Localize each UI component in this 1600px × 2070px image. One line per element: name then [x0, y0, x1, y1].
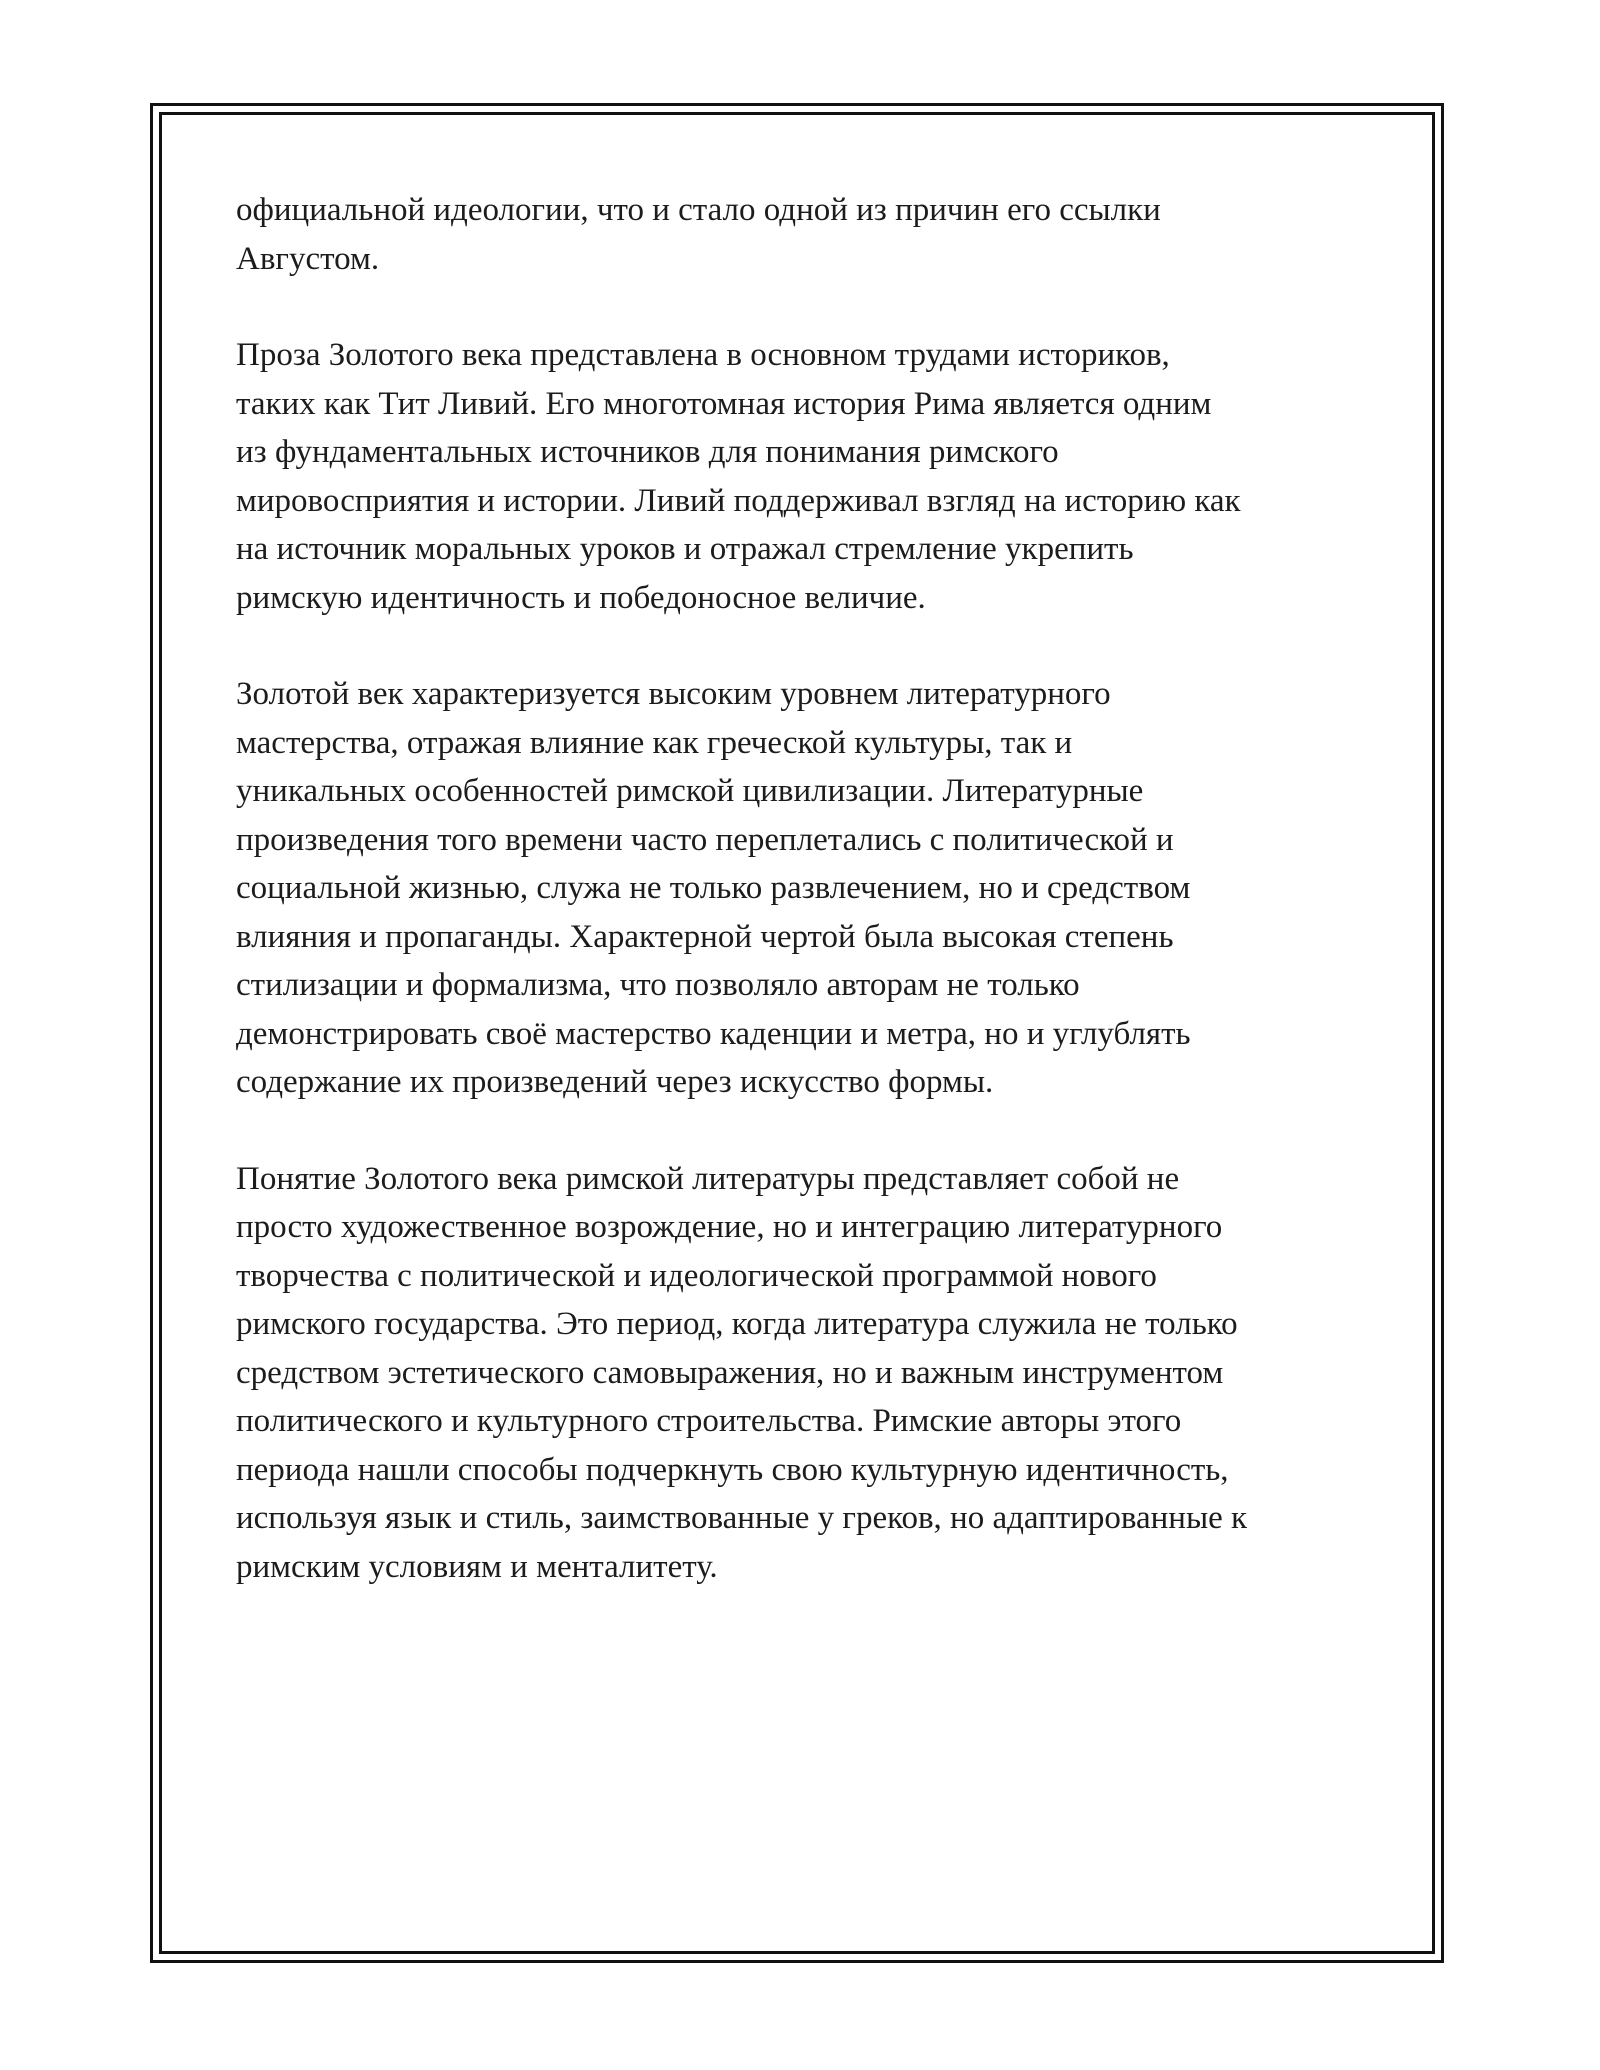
- document-body: [236, 186, 1376, 1639]
- paragraph-4: Понятие Золотого века римской литературы представляет собой не просто художественное возрождение, но и интеграцию литературного творчества с политической и идеологической программой нового римского государства. Это период, когда литература служила не только средством эстетического самовыражения, но и важным инструментом политического и культурного строительства. Римские авторы этого периода нашли способы подчеркнуть свою культурную идентичность, используя язык и стиль, заимствованные у греков, но адаптированные к римским условиям и менталитету.: [236, 1160, 1248, 1585]
- paragraph-2: Проза Золотого века представлена в основном трудами историков, таких как Тит Ливий. Его многотомная история Рима является одним из фундаментальных источников для понимания римского мировосприятия и истории. Ливий поддерживал взгляд на историю как на источник моральных уроков и отражал стремление укрепить римскую идентичность и победоносное величие.: [236, 337, 1241, 616]
- paragraph-1: официальной идеологии, что и стало одной из причин его ссылки Августом.: [236, 192, 1161, 277]
- paragraph-3: Золотой век характеризуется высоким уровнем литературного мастерства, отражая влияние как греческой культуры, так и уникальных особенностей римской цивилизации. Литературные произведения того времени часто переплетались с политической и социальной жизнью, служа не только развлечением, но и средством влияния и пропаганды. Характерной чертой была высокая степень стилизации и формализма, что позволяло авторам не только демонстрировать своё мастерство каденции и метра, но и углублять содержание их произведений через искусство формы.: [236, 676, 1191, 1100]
